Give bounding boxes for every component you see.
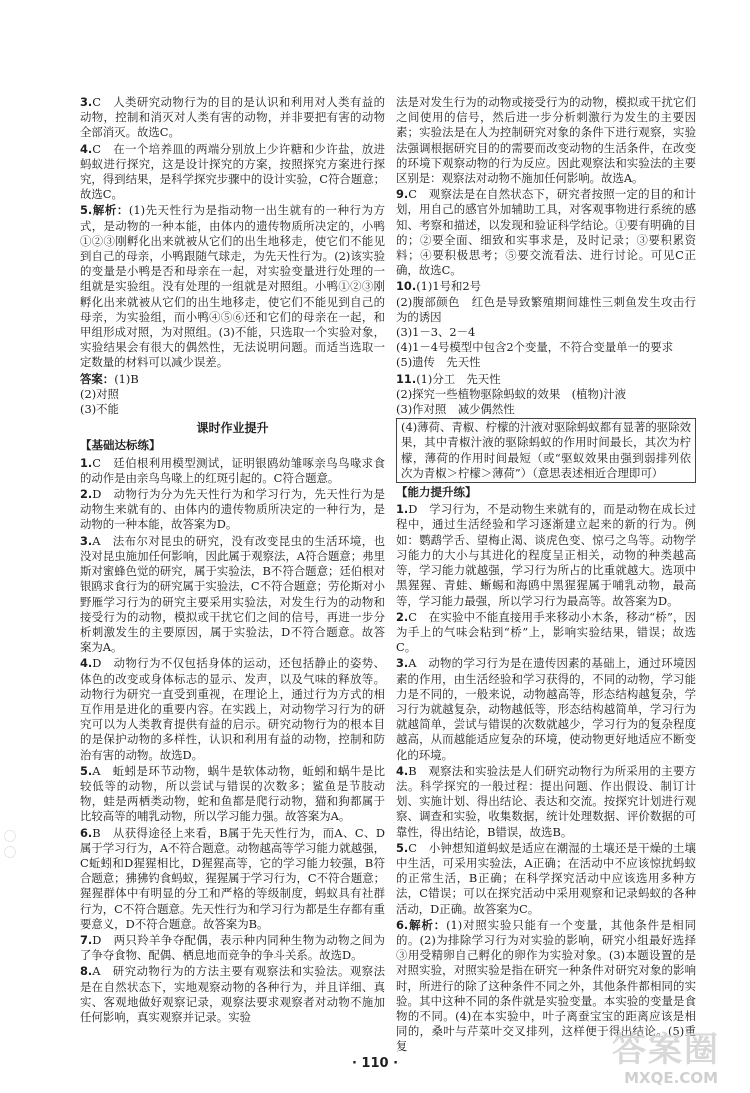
item-number: 5. bbox=[396, 840, 409, 855]
section-basic: 【基础达标练】 bbox=[80, 438, 161, 453]
item-11-number: 11. bbox=[396, 371, 417, 386]
item-text: A 蚯蚓是环节动物，蜗牛是软体动物，蚯蚓和蜗牛是比较低等的动物，所以尝试与错误的次数多；鲨鱼是节肢动物，蛙是两栖类动物，蛇和鱼都是爬行动物，猫和狗都属于比较高等的哺乳动物，所以学习能力强。故答案为A。 bbox=[80, 763, 385, 824]
list-item bbox=[80, 933, 385, 963]
binding-hole-mark bbox=[4, 846, 16, 858]
item-10-number: 10. bbox=[396, 279, 417, 294]
item-number: 4. bbox=[80, 656, 93, 671]
list-item bbox=[80, 764, 385, 825]
list-item bbox=[80, 456, 385, 486]
answer-label: 答案： bbox=[80, 371, 115, 386]
list-item bbox=[396, 502, 696, 608]
item-number: 3. bbox=[80, 95, 93, 109]
item-text: C 小钟想知道蚂蚁是适应在潮湿的土壤还是干燥的土壤中生活，可采用实验法，A正确；在活动中不应该惊扰蚂蚁的正常生活，B正确；在科学探究活动中应该选用多种方法，C错误；可以在探究活动中采用观察和记录蚂蚁的各种活动，D正确。故答案为C。 bbox=[396, 840, 696, 916]
item-10-line: (3)1－3、2－4 bbox=[396, 325, 476, 340]
item-number: 2. bbox=[80, 487, 93, 502]
list-item bbox=[396, 610, 696, 656]
item-text: C 在一个培养皿的两端分别放上少许糖和少许盐，放进蚂蚁进行探究，这是设计探究的方案，按照探究方案进行探究，得到结果，是科学探究步骤中的设计实验，C符合题意；故选C。 bbox=[80, 141, 385, 202]
item-number: 3. bbox=[80, 533, 93, 548]
item-number: 1. bbox=[396, 502, 409, 517]
list-item bbox=[80, 487, 385, 533]
left-top-items bbox=[80, 95, 385, 202]
item-6-text: (1)对照实验只能有一个变量，其他条件是相同的。(2)为排除学习行为对实验的影响，研究小组最好选择③用受精卵自己孵化的卵作为实验对象。(3)本题设置的是对照实验，对照实验是指在研究一种条件对研究对象的影响时，所进行的除了这种条件不同之外，其他条件都相同的实验。其中这种不同的条件就是实验变量。本实验的变量是食物的不同。(4)在本实验中，叶子离蚕宝宝的距离应该是相同的，桑叶与芹菜叶交叉排列，这样便于得出结论。(5)重复 bbox=[396, 917, 696, 1054]
item-text: D 两只羚羊争夺配偶，表示种内同种生物为动物之间为了争夺食物、配偶、栖息地而竞争的争斗关系。故选D。 bbox=[80, 932, 385, 963]
item-text: A 动物的学习行为是在遗传因素的基础上，通过环境因素的作用，由生活经验和学习获得的，不同的动物，学习能力是不同的，一般来说，动物越高等，形态结构越复杂，学习行为就越复杂，动物越低等，形态结构越简单，学习行为就越简单，尝试与错误的次数就越少，学习行为的复杂程度越高，从而越能适应复杂的环境，使动物更好地适应不断变化的环境。 bbox=[396, 656, 696, 762]
list-item bbox=[396, 656, 696, 762]
item-10-line: (1)1号和2号 bbox=[416, 279, 481, 294]
item-10-line: (5)遗传 先天性 bbox=[396, 355, 481, 370]
item-9-text: C 观察法是在自然状态下，研究者按照一定的目的和计划，用自己的感官外加辅助工具，对客观事物进行系统的感知、考察和描述，以发现和验证科学结论。①要有明确的目的；②要全面、细致和实事求是，及时记录；③要积累资料；④要积极思考；⑤要交流看法、进行讨论。可见C正确，故选C。 bbox=[396, 187, 696, 278]
item-text: C 廷伯根利用模型测试，证明银鸥幼雏啄亲鸟鸟喙求食的动作是由亲鸟鸟喙上的红斑引起的。C符合题意。 bbox=[80, 455, 385, 485]
item-text: C 在实验中不能直接用手来移动小木条，移动“桥”，因为手上的气味会粘到“桥”上，影响实验结果，错误；故选C。 bbox=[396, 609, 696, 655]
left-column bbox=[80, 95, 385, 1026]
list-item bbox=[396, 764, 696, 840]
item-11-line: (1)分工 先天性 bbox=[416, 371, 501, 386]
section-title: 课时作业提升 bbox=[196, 421, 269, 436]
item-10-line: (4)1－4号模型中包含2个变量，不符合变量单一的要求 bbox=[396, 340, 674, 355]
item-number: 7. bbox=[80, 932, 93, 947]
item-text: C 人类研究动物行为的目的是认识和利用对人类有益的动物，控制和消灭对人类有害的动物，并非要把有害的动物全部消灭。故选C。 bbox=[80, 95, 385, 140]
item-9 bbox=[396, 187, 696, 278]
item-11-line: (2)探究一些植物驱除蚂蚁的效果 (植物)汁液 bbox=[396, 386, 627, 401]
item-6-label: 6.解析： bbox=[396, 917, 447, 932]
watermark-url: MXQE.COM bbox=[624, 1069, 718, 1087]
watermark-logo: 答案圈 bbox=[612, 1030, 720, 1070]
list-item bbox=[80, 656, 385, 762]
answer-1: (1)B bbox=[114, 371, 139, 386]
item-5-text: (1)先天性行为是指动物一出生就有的一种行为方式，是动物的一种本能，由体内的遗传物质所决定的，小鸭①②③刚孵化出来就被从它们的出生地移走，使它们不能见到自己的母亲，小鸭跟随气球走，为先天性行为。(2)该实验的变量是小鸭是否和母亲在一起，对实验变量进行处理的一组就是实验组。没有处理的一组就是对照组。小鸭①②③刚孵化出来就被从它们的出生地移走，使它们不能见到自己的母亲，为实验组，而小鸭④⑤⑥还和它们的母亲在一起，和甲组形成对照，为对照组。(3)不能，只选取一个实验对象，实验结果会有很大的偶然性，无法说明问题。而适当选取一定数量的材料可以减少误差。 bbox=[80, 203, 385, 370]
item-number: 2. bbox=[396, 609, 409, 624]
item-10-line: (2)腹部颜色 红色是导致繁殖期间雄性三刺鱼发生攻击行为的诱因 bbox=[396, 294, 696, 324]
right-column bbox=[396, 95, 696, 1056]
item-text: B 观察法和实验法是人们研究动物行为所采用的主要方法。科学探究的一般过程：提出问题、作出假设、制订计划、实施计划、得出结论、表达和交流。按探究计划进行观察、调查和实验，收集数据，统计处理数据、评价数据的可靠性，得出结论，B错误，故选B。 bbox=[396, 763, 696, 839]
item-number: 4. bbox=[396, 763, 409, 778]
list-item bbox=[80, 95, 385, 141]
item-5-analysis bbox=[80, 203, 385, 370]
answer-2: (2)对照 bbox=[80, 386, 119, 401]
section-advanced: 【能力提升练】 bbox=[396, 485, 477, 500]
list-item bbox=[80, 964, 385, 1025]
list-item bbox=[80, 826, 385, 932]
item-number: 1. bbox=[80, 455, 93, 470]
binding-hole-mark bbox=[4, 830, 16, 842]
list-item bbox=[80, 534, 385, 656]
item-5-label: 5.解析： bbox=[80, 203, 129, 218]
item-8-continued: 法是对发生行为的动物或接受行为的动物，模拟或干扰它们之间使用的信号，然后进一步分析刺激行为发生的主要因素；实验法是在人为控制研究对象的条件下进行观察，实验法强调根据研究目的的需要而改变动物的生活条件，在改变的环境下观察动物的行为反应。因此观察法和实验法的主要区别是：观察法对动物不施加任何影响。故选A。 bbox=[396, 95, 696, 186]
item-number: 3. bbox=[396, 656, 409, 671]
item-text: D 动物行为不仅包括身体的运动，还包括静止的姿势、体色的改变或身体标志的显示、发声，以及气味的释放等。动物行为研究一直受到重视，在理论上，通过行为方式的相互作用是进化的重要内容。在实践上，对动物学习行为的研究可以为人类教育提供有益的启示。研究动物行为的根本目的是保护动物的多样性，认识和利用有益的动物，控制和防治有害的动物。故选D。 bbox=[80, 656, 385, 762]
item-text: A 法布尔对昆虫的研究，没有改变昆虫的生活环境，也没对昆虫施加任何影响，因此属于观察法，A符合题意；弗里斯对蜜蜂色觉的研究，属于实验法，B不符合题意；廷伯根对银鸥求食行为的研究属于实验法，C不符合题意；劳伦斯对小野雁学习行为的研究主要采用实验法，对发生行为的动物和接受行为的动物，模拟或干扰它们之间的信号，再进一步分析刺激发生的主要原因，属于实验法，D不符合题意。故答案为A。 bbox=[80, 533, 385, 655]
item-11-line: (4)薄荷、青椒、柠檬的汁液对驱除蚂蚁都有显著的驱除效果，其中青椒汁液的驱除蚂蚁的作用时间最长，其次为柠檬，薄荷的作用时间最短（或“驱蚁效果由强到弱排列依次为青椒＞柠檬＞薄荷”）（意思表述相近合理即可） bbox=[396, 418, 696, 483]
answer-block bbox=[80, 372, 385, 418]
list-item bbox=[80, 142, 385, 203]
item-11 bbox=[396, 372, 696, 483]
list-item bbox=[396, 841, 696, 917]
item-number: 8. bbox=[80, 964, 93, 979]
item-text: D 学习行为，不是动物生来就有的，而是动物在成长过程中，通过生活经验和学习逐渐建立起来的新的行为。例如：鹦鹉学舌、望梅止渴、谈虎色变、惊弓之鸟等。动物学习能力的大小与其进化的程度呈正相关，动物的种类越高等，学习能力就越强，学习行为所占的比重就越大。选项中黑猩猩、青蛙、蜥蜴和海鸥中黑猩猩属于哺乳动物，最高等，学习能力最强，所以学习行为最高等。故答案为D。 bbox=[396, 502, 696, 608]
item-10 bbox=[396, 279, 696, 370]
advanced-items-list bbox=[396, 502, 696, 916]
basic-items-list bbox=[80, 456, 385, 1026]
answer-3: (3)不能 bbox=[80, 402, 119, 417]
item-number: 5. bbox=[80, 763, 93, 778]
item-text: B 从获得途径上来看，B属于先天性行为，而A、C、D属于学习行为，A不符合题意。动物越高等学习能力就越强，C蚯蚓和D猩猩相比，D猩猩高等，它的学习能力较强，B符合题意；狒狒钓食蚂蚁，猩猩属于学习行为，C不符合题意；猩猩群体中有明显的分工和严格的等级制度，蚂蚁具有社群行为，C不符合题意。先天性行为和学习行为都是生存都有重要意义，D不符合题意。故答案为B。 bbox=[80, 825, 385, 931]
item-number: 6. bbox=[80, 825, 93, 840]
item-9-number: 9. bbox=[396, 187, 409, 202]
item-text: A 研究动物行为的方法主要有观察法和实验法。观察法是在自然状态下，实地观察动物的各种行为，并且详细、真实、客观地做好观察记录，观察法要求观察者对动物不施加任何影响，真实观察并记录。实验 bbox=[80, 964, 385, 1024]
item-text: D 动物行为分为先天性行为和学习行为，先天性行为是动物生来就有的、由体内的遗传物质所决定的一种行为，是动物的一种本能，故答案为D。 bbox=[80, 487, 385, 532]
item-number: 4. bbox=[80, 141, 93, 156]
item-11-line: (3)作对照 减少偶然性 bbox=[396, 402, 515, 417]
page-number: · 110 · bbox=[351, 1056, 399, 1071]
